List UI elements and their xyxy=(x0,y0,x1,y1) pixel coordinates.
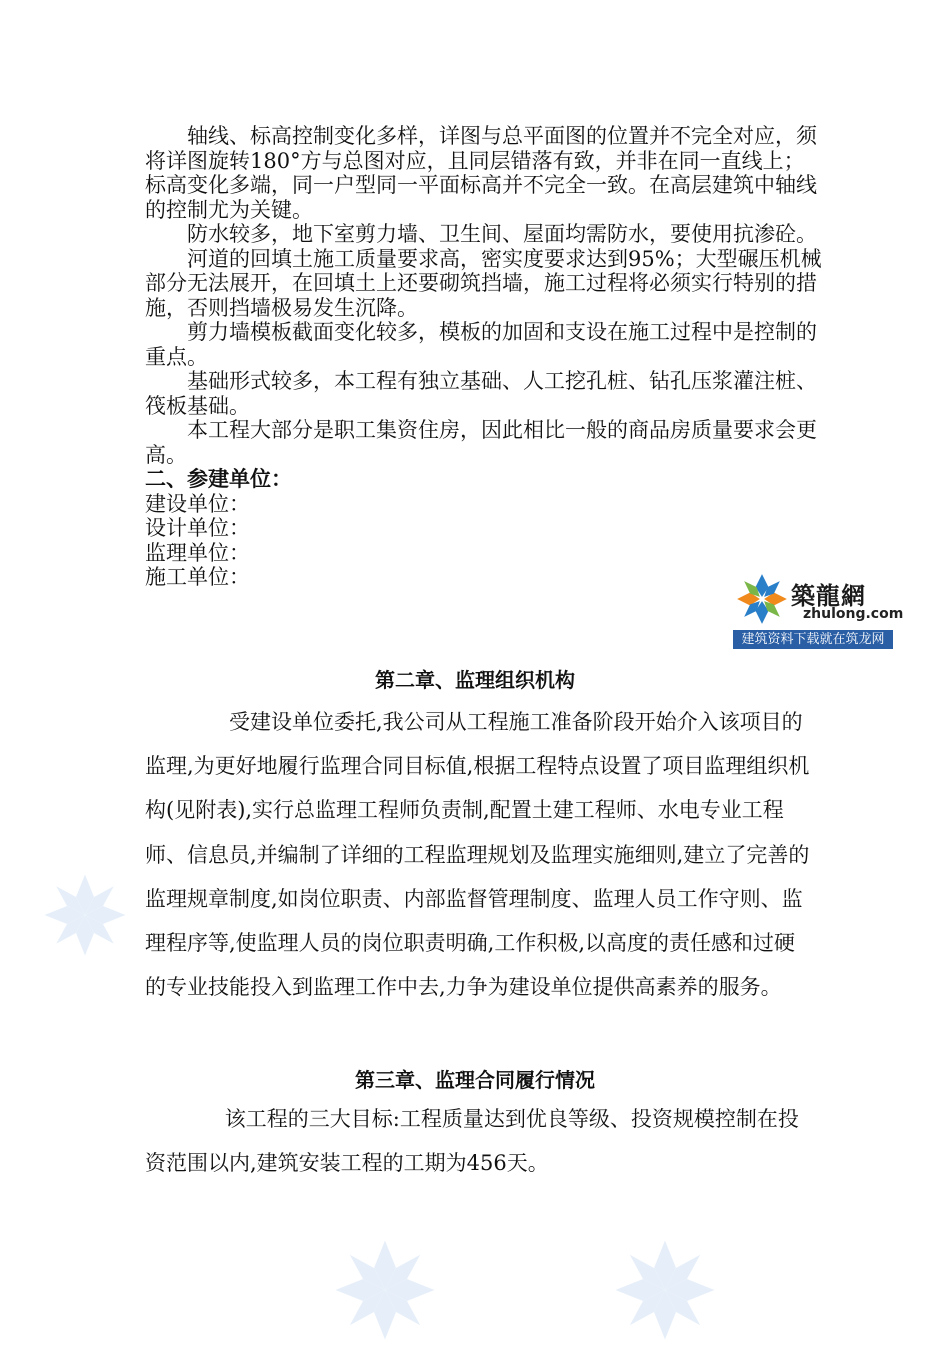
paragraph: 基础形式较多，本工程有独立基础、人工挖孔桩、钻孔压浆灌注桩、筏板基础。 xyxy=(145,369,817,418)
logo-name: 築龍網 xyxy=(791,581,866,610)
logo-top xyxy=(733,568,904,630)
watermark-snowflake-icon xyxy=(330,1235,440,1345)
paragraph: 该工程的三大目标:工程质量达到优良等级、投资规模控制在投资范围以内,建筑安装工程的工期为456天。 xyxy=(145,1107,799,1175)
unit-line-supervision: 监理单位： xyxy=(145,540,250,565)
project-features-section xyxy=(145,124,825,590)
section-heading: 二、参建单位： xyxy=(145,466,292,491)
watermark-snowflake-icon xyxy=(610,1235,720,1345)
paragraph: 轴线、标高控制变化多样，详图与总平面图的位置并不完全对应，须将详图旋转180°方与总图对应，且同层错落有致，并非在同一直线上；标高变化多端，同一户型同一平面标高并不完全一致。在高层建筑中轴线的控制尤为关键。 xyxy=(145,124,817,222)
zhulong-snowflake-icon xyxy=(735,572,789,626)
unit-line-contractor: 施工单位： xyxy=(145,565,250,589)
watermark-snowflake-icon xyxy=(40,870,130,960)
logo-slogan: 建筑资料下载就在筑龙网 xyxy=(733,630,893,649)
logo-domain: zhulong.com xyxy=(803,606,904,622)
paragraph: 本工程大部分是职工集资住房，因此相比一般的商品房质量要求会更高。 xyxy=(145,418,817,467)
paragraph: 河道的回填土施工质量要求高，密实度要求达到95%；大型碾压机械部分无法展开，在回填土上还要砌筑挡墙，施工过程将必须实行特别的措施，否则挡墙极易发生沉降。 xyxy=(145,246,822,320)
paragraph: 防水较多，地下室剪力墙、卫生间、屋面均需防水，要使用抗渗砼。 xyxy=(187,222,817,246)
zhulong-logo xyxy=(733,568,904,650)
paragraph: 受建设单位委托,我公司从工程施工准备阶段开始介入该项目的监理,为更好地履行监理合同目标值,根据工程特点设置了项目监理组织机构(见附表),实行总监理工程师负责制,配置土建工程师、水电专业工程师、信息员,并编制了详细的工程监理规划及监理实施细则,建立了完善的监理规章制度,如岗位职责、内部监督管理制度、监理人员工作守则、监理程序等,使监理人员的岗位职责明确,工作积极,以高度的责任感和过硬的专业技能投入到监理工作中去,力争为建设单位提供高素养的服务。 xyxy=(145,710,810,1000)
chapter3-title: 第三章、监理合同履行情况 xyxy=(355,1068,595,1092)
chapter3-body xyxy=(145,1097,815,1185)
chapter2-body xyxy=(145,700,815,1009)
chapter2-title: 第二章、监理组织机构 xyxy=(375,668,575,692)
unit-line-construction: 建设单位： xyxy=(145,491,250,516)
paragraph: 剪力墙模板截面变化较多，模板的加固和支设在施工过程中是控制的重点。 xyxy=(145,320,817,369)
unit-line-design: 设计单位： xyxy=(145,516,250,540)
